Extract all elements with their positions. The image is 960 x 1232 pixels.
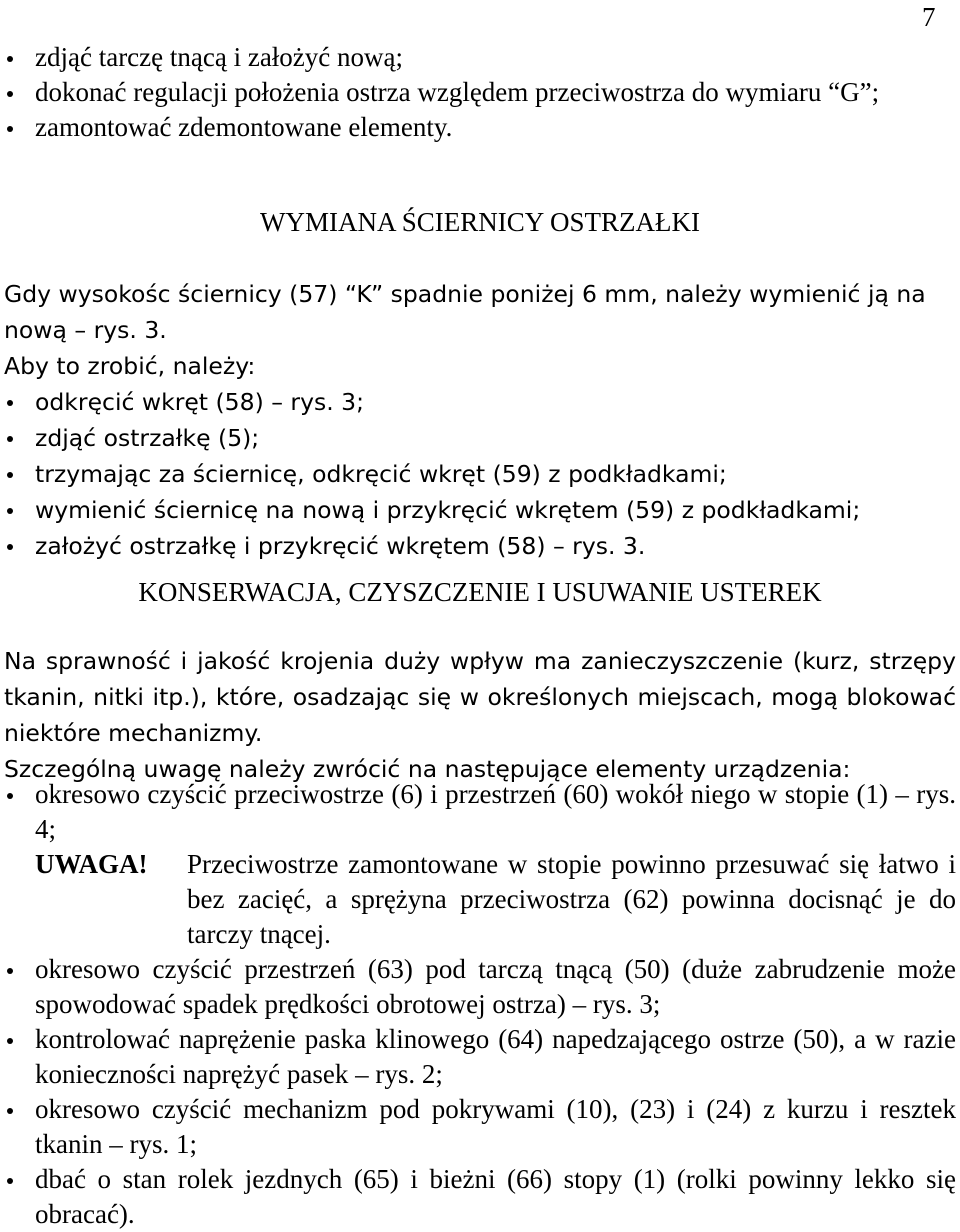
section2-intro — [4, 643, 956, 787]
list-item: zamontować zdemontowane elementy. — [4, 110, 956, 145]
list-item: dokonać regulacji położenia ostrza względem przeciwostrza do wymiaru “G”; — [4, 75, 956, 110]
top-list — [4, 40, 956, 145]
list-item: okresowo czyścić przestrzeń (63) pod tarczą tnącą (50) (duże zabrudzenie może spowodować spadek prędkości obrotowej ostrza) – rys. 3; — [4, 952, 956, 1022]
section1-body — [4, 276, 956, 564]
section-heading: KONSERWACJA, CZYSZCZENIE I USUWANIE USTEREK — [138, 577, 822, 607]
warning-text: Przeciwostrze zamontowane w stopie powinno przesuwać się łatwo i bez zacięć, a sprężyna przeciwostrza (62) powinna docisnąć je do tarczy tnącej. — [187, 849, 956, 949]
list-item: założyć ostrzałkę i przykręcić wkrętem (58) – rys. 3. — [4, 528, 956, 564]
list-item: wymienić ściernicę na nową i przykręcić wkrętem (59) z podkładkami; — [4, 492, 956, 528]
list-item: zdjąć tarczę tnącą i założyć nową; — [4, 40, 956, 75]
section-heading: WYMIANA ŚCIERNICY OSTRZAŁKI — [260, 207, 700, 237]
paragraph: Szczególną uwagę należy zwrócić na następujące elementy urządzenia: — [4, 755, 851, 783]
section2-list — [4, 777, 956, 1232]
list-item: odkręcić wkręt (58) – rys. 3; — [4, 384, 956, 420]
list-item: okresowo czyścić mechanizm pod pokrywami (10), (23) i (24) z kurzu i resztek tkanin – rys. 1; — [4, 1092, 956, 1162]
paragraph: Na sprawność i jakość krojenia duży wpływ ma zanieczyszczenie (kurz, strzępy tkanin, nitki itp.), które, osadzając się w określonych miejscach, mogą blokować niektóre mechanizmy. — [4, 647, 956, 747]
warning-label: UWAGA! — [35, 849, 148, 879]
list-item: zdjąć ostrzałkę (5); — [4, 420, 956, 456]
list-item: trzymając za ściernicę, odkręcić wkręt (59) z podkładkami; — [4, 456, 956, 492]
paragraph: Aby to zrobić, należy: — [4, 352, 256, 380]
list-item: okresowo czyścić przeciwostrze (6) i przestrzeń (60) wokół niego w stopie (1) – rys. 4; — [4, 777, 956, 847]
list-item: kontrolować naprężenie paska klinowego (64) napedzającego ostrze (50), a w razie konieczności naprężyć pasek – rys. 2; — [4, 1022, 956, 1092]
paragraph: Gdy wysokośc ściernicy (57) “K” spadnie poniżej 6 mm, należy wymienić ją na nową – rys. 3. — [4, 280, 926, 344]
warning-note — [4, 847, 956, 952]
page-number: 7 — [922, 2, 936, 32]
list-item: dbać o stan rolek jezdnych (65) i bieżni (66) stopy (1) (rolki powinny lekko się obracać). — [4, 1162, 956, 1232]
